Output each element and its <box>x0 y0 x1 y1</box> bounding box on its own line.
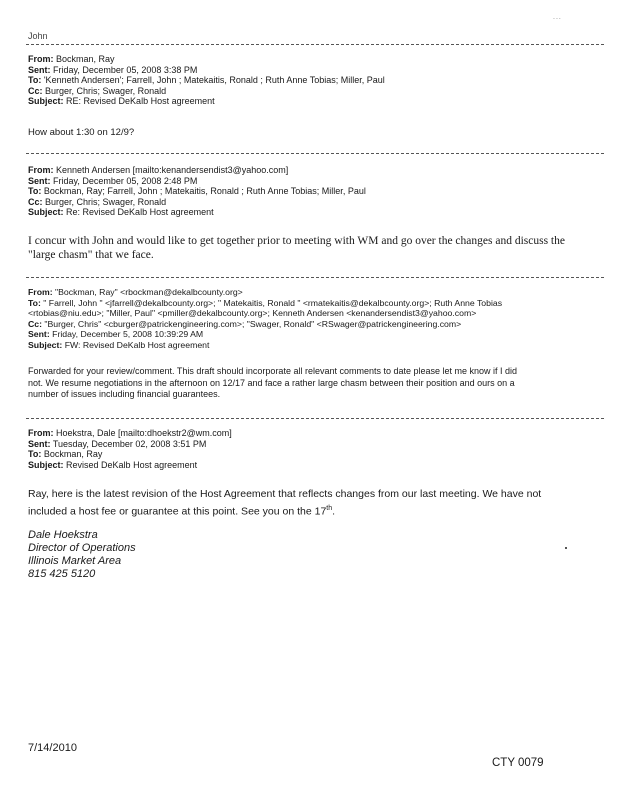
email2-from: Kenneth Andersen [mailto:kenandersendist3@yahoo.com] <box>56 165 289 175</box>
email1-from: Bockman, Ray <box>56 54 115 64</box>
email1-sent-row: Sent: Friday, December 05, 2008 3:38 PM <box>28 64 198 75</box>
email2-cc-row: Cc: Burger, Chris; Swager, Ronald <box>28 196 167 207</box>
email1-to: 'Kenneth Andersen'; Farrell, John ; Matekaitis, Ronald ; Ruth Anne Tobias; Miller, Paul <box>43 75 385 85</box>
email3-body-line: number of issues including financial guarantees. <box>28 389 221 399</box>
email4-sent: Tuesday, December 02, 2008 3:51 PM <box>52 438 207 449</box>
email4-body <box>28 488 541 519</box>
footer-date: 7/14/2010 <box>28 742 77 754</box>
email2-to-row: To: Bockman, Ray; Farrell, John ; Matekaitis, Ronald ; Ruth Anne Tobias; Miller, Paul <box>28 186 366 196</box>
corner-mark: ... <box>553 14 562 21</box>
email3-to-row-cont: <rtobias@niu.edu>; "Miller, Paul" <pmiller@dekalbcounty.org>; Kenneth Andersen <kenandersendist3@yahoo.com> <box>28 308 477 318</box>
email1-sent: Friday, December 05, 2008 3:38 PM <box>53 64 198 75</box>
email1-subject: RE: Revised DeKalb Host agreement <box>66 96 215 106</box>
email4-body-line: included a host fee or guarantee at this point. See you on the 17th. <box>28 504 336 517</box>
separator <box>26 44 604 45</box>
signature-name: Dale Hoekstra <box>28 529 98 541</box>
email4-to-row: To: Bockman, Ray <box>28 449 103 459</box>
email3-subject-row: Subject: FW: Revised DeKalb Host agreement <box>28 339 210 350</box>
email2-from-row: From: Kenneth Andersen [mailto:kenandersendist3@yahoo.com] <box>28 165 289 175</box>
separator <box>26 153 604 154</box>
email4-subject-row: Subject: Revised DeKalb Host agreement <box>28 459 198 470</box>
email3-to-row: To: " Farrell, John " <jfarrell@dekalbcounty.org>; " Matekaitis, Ronald " <rmatekaitis@dekalbcounty.org>; Ruth Anne Tobias <box>28 297 503 308</box>
email2-body-line: I concur with John and would like to get together prior to meeting with WM and go over the changes and discuss the <box>28 235 565 247</box>
signature-title: Director of Operations <box>28 542 136 554</box>
signature-block <box>28 529 136 581</box>
email4-body-line: Ray, here is the latest revision of the Host Agreement that reflects changes from our last meeting. We have not <box>28 488 542 500</box>
email4-to: Bockman, Ray <box>43 449 103 459</box>
signature-phone: 815 425 5120 <box>28 568 96 580</box>
email2-header <box>28 165 366 218</box>
email3-from: "Bockman, Ray" <rbockman@dekalbcounty.org> <box>55 287 243 297</box>
email3-to: " Farrell, John " <jfarrell@dekalbcounty.org>; " Matekaitis, Ronald " <rmatekaitis@dekalbcounty.org>; Ruth Anne Tobias <box>43 297 503 308</box>
email1-cc-row: Cc: Burger, Chris; Swager, Ronald <box>28 85 167 96</box>
email3-subject: FW: Revised DeKalb Host agreement <box>64 339 210 350</box>
email3-header <box>28 287 502 350</box>
email4-from-row: From: Hoekstra, Dale [mailto:dhoekstr2@wm.com] <box>28 428 232 438</box>
top-fragment: John <box>28 31 48 41</box>
email2-sent: Friday, December 05, 2008 2:48 PM <box>53 175 198 186</box>
email3-sent-row: Sent: Friday, December 5, 2008 10:39:29 AM <box>28 329 204 339</box>
email3-body <box>28 366 517 401</box>
email1-body: How about 1:30 on 12/9? <box>28 127 135 138</box>
separator <box>26 418 604 419</box>
email4-sent-row: Sent: Tuesday, December 02, 2008 3:51 PM <box>28 438 207 449</box>
email4-header <box>28 428 232 470</box>
email1-subject-row: Subject: RE: Revised DeKalb Host agreement <box>28 96 215 106</box>
email2-subject: Re: Revised DeKalb Host agreement <box>66 207 214 217</box>
email3-from-row: From: "Bockman, Ray" <rbockman@dekalbcounty.org> <box>28 287 243 297</box>
bates-number: CTY 0079 <box>492 757 544 769</box>
email2-cc: Burger, Chris; Swager, Ronald <box>45 196 167 207</box>
email1-cc: Burger, Chris; Swager, Ronald <box>45 85 167 96</box>
email3-body-line: not. We resume negotiations in the afternoon on 12/17 and face a rather large chasm between their position and ours on a <box>28 377 515 388</box>
email1-header <box>28 54 385 107</box>
email3-sent: Friday, December 5, 2008 10:39:29 AM <box>52 329 204 339</box>
email2-sent-row: Sent: Friday, December 05, 2008 2:48 PM <box>28 175 198 186</box>
email2-to: Bockman, Ray; Farrell, John ; Matekaitis, Ronald ; Ruth Anne Tobias; Miller, Paul <box>43 186 366 196</box>
separator <box>26 277 604 278</box>
email1-to-row: To: 'Kenneth Andersen'; Farrell, John ; Matekaitis, Ronald ; Ruth Anne Tobias; Miller, Paul <box>28 75 385 85</box>
email2-body-line: "large chasm" that we face. <box>28 249 154 261</box>
email4-from: Hoekstra, Dale [mailto:dhoekstr2@wm.com] <box>56 428 232 438</box>
email3-cc-row: Cc: "Burger, Chris" <cburger@patrickengineering.com>; "Swager, Ronald" <RSwager@patrickengineering.com> <box>28 318 462 329</box>
email3-cc: "Burger, Chris" <cburger@patrickengineering.com>; "Swager, Ronald" <RSwager@patrickengineering.com> <box>44 318 462 329</box>
email1-from-row: From: Bockman, Ray <box>28 54 115 64</box>
email4-subject: Revised DeKalb Host agreement <box>66 459 198 470</box>
signature-area: Illinois Market Area <box>28 555 122 567</box>
email2-body <box>28 234 608 262</box>
email2-subject-row: Subject: Re: Revised DeKalb Host agreement <box>28 207 214 217</box>
speck <box>565 547 567 549</box>
email3-body-line: Forwarded for your review/comment. This draft should incorporate all relevant comments to date please let me know if I did <box>28 366 518 376</box>
